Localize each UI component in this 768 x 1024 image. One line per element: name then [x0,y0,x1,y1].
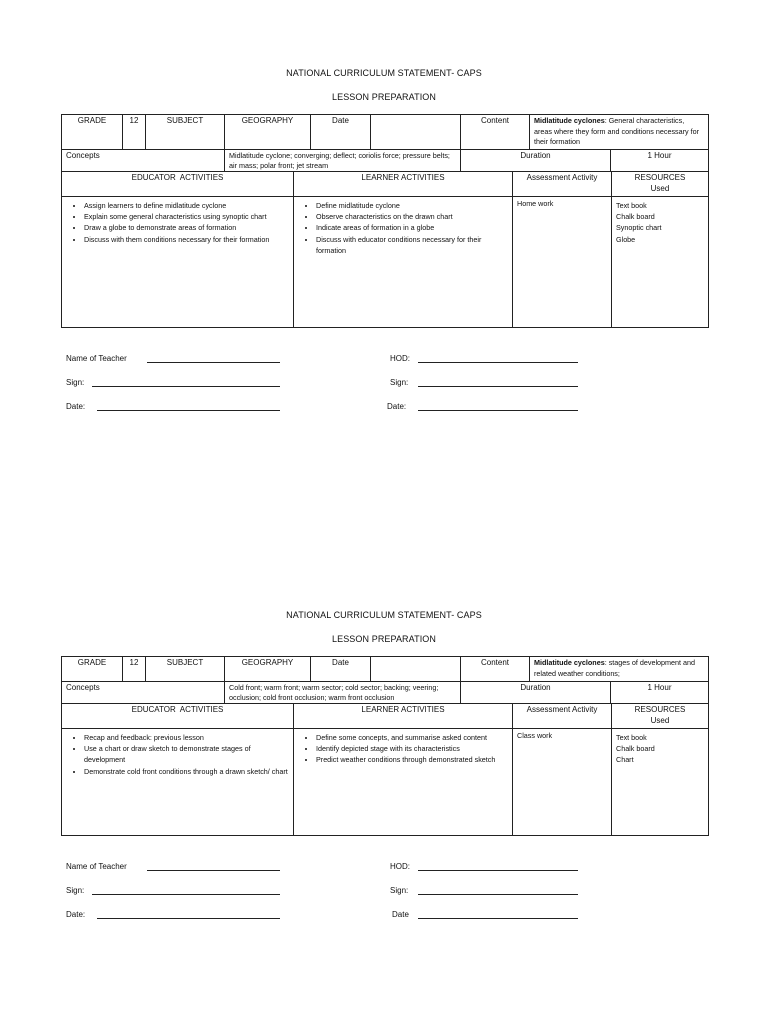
list-item: • Discuss with them conditions necessary for their formation [84,234,291,245]
learner-activities-heading: LEARNER ACTIVITIES [294,172,513,197]
teacher-date-line[interactable] [97,410,280,411]
list-item: Text book [616,201,647,210]
subject-label: SUBJECT [146,657,225,682]
list-item: • Identify depicted stage with its characteristics [316,743,510,754]
date-value [371,115,461,150]
teacher-sign-line[interactable] [92,386,280,387]
teacher-name-label: Name of Teacher [66,862,127,871]
content-topic: Midlatitude cyclones [534,658,605,667]
hod-sign-label: Sign: [390,378,409,387]
content-value [530,657,709,682]
educator-activities-cell [62,197,294,328]
educator-activities-list [64,732,291,777]
list-item: Text book [616,733,647,742]
content-topic: Midlatitude cyclones [534,116,605,125]
list-item: • Define midlatitude cyclone [316,200,510,211]
list-item: Chalk board [616,744,655,754]
grade-value: 12 [123,115,146,150]
teacher-sign-label: Sign: [66,886,85,895]
list-item: • Indicate areas of formation in a globe [316,222,510,233]
hod-sign-label: Sign: [390,886,409,895]
duration-value: 1 Hour [611,682,709,704]
educator-activities-list [64,200,291,245]
date-label: Date [311,657,371,682]
hod-line[interactable] [418,870,578,871]
educator-activities-heading: EDUCATOR ACTIVITIES [62,172,294,197]
list-item: Chart [616,755,634,765]
assessment-heading: Assessment Activity [513,704,612,729]
teacher-sign-line[interactable] [92,894,280,895]
assessment-cell: Class work [513,729,612,836]
grade-label: GRADE [62,115,123,150]
lesson-table [61,656,709,836]
content-value [530,115,709,150]
list-item: • Use a chart or draw sketch to demonstrate stages of development [84,743,291,765]
content-description: : General characteristics, areas where they form and conditions necessary for their formation [534,116,699,146]
teacher-name-line[interactable] [147,362,280,363]
hod-date-line[interactable] [418,918,578,919]
list-item: • Predict weather conditions through demonstrated sketch [316,754,510,765]
list-item: • Recap and feedback: previous lesson [84,732,291,743]
content-description: : stages of development and related weather conditions; [534,658,696,678]
learner-activities-list [296,200,510,256]
hod-line[interactable] [418,362,578,363]
content-label: Content [461,657,530,682]
resources-heading: RESOURCES Used [612,172,709,197]
list-item: • Explain some general characteristics using synoptic chart [84,211,291,222]
educator-activities-heading: EDUCATOR ACTIVITIES [62,704,294,729]
grade-label: GRADE [62,657,123,682]
resources-heading: RESOURCES Used [612,704,709,729]
date-value [371,657,461,682]
date-label: Date [311,115,371,150]
grade-value: 12 [123,657,146,682]
subject-value: GEOGRAPHY [225,657,311,682]
hod-date-label: Date: [387,402,407,411]
resources-cell [612,197,709,328]
concepts-value: Midlatitude cyclone; converging; deflect; coriolis force; pressure belts; air mass; polar front; jet stream [225,150,461,172]
list-item: • Assign learners to define midlatitude cyclone [84,200,291,211]
teacher-name-line[interactable] [147,870,280,871]
subject-value: GEOGRAPHY [225,115,311,150]
teacher-date-label: Date: [66,910,86,919]
subject-label: SUBJECT [146,115,225,150]
duration-label: Duration [461,150,611,172]
header-title: NATIONAL CURRICULUM STATEMENT- CAPS [286,68,482,78]
concepts-value: Cold front; warm front; warm sector; cold sector; backing; veering; occlusion; cold front occlusion; warm front occlusion [225,682,461,704]
educator-activities-cell [62,729,294,836]
lesson-table [61,114,709,328]
list-item: Synoptic chart [616,223,662,233]
concepts-label: Concepts [62,682,225,704]
duration-value: 1 Hour [611,150,709,172]
list-item: • Define some concepts, and summarise asked content [316,732,510,743]
assessment-cell: Home work [513,197,612,328]
hod-sign-line[interactable] [418,894,578,895]
learner-activities-list [296,732,510,766]
hod-sign-line[interactable] [418,386,578,387]
header-title: NATIONAL CURRICULUM STATEMENT- CAPS [286,610,482,620]
list-item: • Discuss with educator conditions necessary for their formation [316,234,510,256]
learner-activities-heading: LEARNER ACTIVITIES [294,704,513,729]
hod-date-line[interactable] [418,410,578,411]
resources-list [616,732,704,766]
list-item: • Draw a globe to demonstrate areas of formation [84,222,291,233]
hod-date-label: Date [392,910,409,919]
content-label: Content [461,115,530,150]
teacher-name-label: Name of Teacher [66,354,127,363]
teacher-sign-label: Sign: [66,378,85,387]
hod-label: HOD: [390,862,410,871]
list-item: Globe [616,234,636,244]
list-item: • Observe characteristics on the drawn chart [316,211,510,222]
learner-activities-cell [294,197,513,328]
resources-cell [612,729,709,836]
hod-label: HOD: [390,354,410,363]
duration-label: Duration [461,682,611,704]
header-subtitle: LESSON PREPARATION [332,634,436,644]
header-subtitle: LESSON PREPARATION [332,92,436,102]
list-item: Chalk board [616,212,655,222]
teacher-date-line[interactable] [97,918,280,919]
learner-activities-cell [294,729,513,836]
resources-list [616,200,704,245]
teacher-date-label: Date: [66,402,86,411]
assessment-heading: Assessment Activity [513,172,612,197]
concepts-label: Concepts [62,150,225,172]
list-item: • Demonstrate cold front conditions through a drawn sketch/ chart [84,766,291,777]
